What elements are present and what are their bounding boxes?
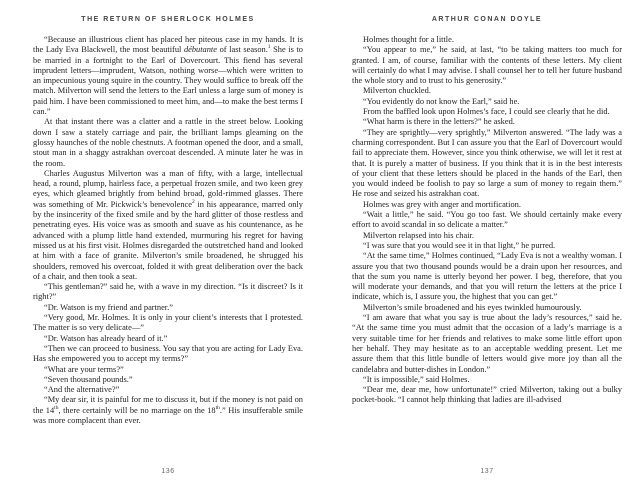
paragraph: “Because an illustrious client has placed her piteous case in my hands. It is the Lady Eva Blackwell, the most beautiful débutante of last season.$^1$ She is to be married in a fortnight to the Earl of Dovercourt. This fiend has several imprudent letters—imprudent, Watson, nothing worse—which were written to an impecunious young squire in the country. They would suffice to break off the match. Milverton will send the letters to the Earl unless a large sum of money is paid him. I have been commissioned to meet him, and—to make the best terms I can.” [33,35,303,117]
left-text-block [33,35,303,463]
paragraph: “You appear to me,” he said, at last, “to be taking matters too much for granted. I am, of course, familiar with the contents of these letters. My client will certainly do what I may advise. I shall counsel her to tell her future husband the whole story and to trust to his generosity.” [352,45,622,86]
right-text-block [352,35,622,463]
paragraph: “It is impossible,” said Holmes. [363,374,470,384]
paragraph: “You evidently do not know the Earl,” said he. [363,96,520,106]
right-page [352,16,622,475]
paragraph: “Dr. Watson has already heard of it.” [44,333,168,343]
paragraph: “I was sure that you would see it in that light,” he purred. [363,240,556,250]
paragraph: “And the alternative?” [44,385,120,395]
paragraph: “Dr. Watson is my friend and partner.” [44,302,173,312]
paragraph: “This gentleman?” said he, with a wave in my direction. “Is it discreet? Is it right?” [33,282,303,302]
paragraph: Milverton chuckled. [363,86,431,96]
paragraph: “Seven thousand pounds.” [44,374,133,384]
paragraph: “Dear me, dear me, how unfortunate!” cried Milverton, taking out a bulky pocket-book. “I cannot help thinking that ladies are ill-advised [352,385,622,405]
paragraph: “What harm is there in the letters?” he asked. [363,117,515,127]
paragraph: “At the same time,” Holmes continued, “Lady Eva is not a wealthy woman. I assure you that two thousand pounds would be a drain upon her resources, and that the sum you name is utterly beyond her power. I beg, therefore, that you will moderate your demands, and that you will return the letters at the price I indicate, which is, I assure you, the highest that you can get.” [352,251,622,302]
paragraph: At that instant there was a clatter and a rattle in the street below. Looking down I saw a stately carriage and pair, the brilliant lamps gleaming on the glossy haunches of the noble chestnuts. A footman opened the door, and a small, stout man in a shaggy astrakhan overcoat descended. A minute later he was in the room. [33,117,303,168]
paragraph: “Very good, Mr. Holmes. It is only in your client’s interests that I protested. The matter is so very delicate—” [33,313,303,333]
paragraph: “My dear sir, it is painful for me to discuss it, but if the money is not paid on the 14th, there certainly will be no marriage on the 18th.” His insufferable smile was more complacent than ever. [33,395,303,425]
paragraph: Holmes thought for a little. [363,35,454,44]
paragraph: “Then we can proceed to business. You say that you are acting for Lady Eva. Has she empowered you to accept my terms?” [33,343,303,364]
paragraph: “What are your terms?” [44,364,124,374]
paragraph: Milverton’s smile broadened and his eyes twinkled humourously. [363,302,582,312]
left-running-head: THE RETURN OF SHERLOCK HOLMES [81,16,255,23]
paragraph: Milverton relapsed into his chair. [363,230,474,240]
paragraph: “They are sprightly—very sprightly,” Milverton answered. “The lady was a charming correspondent. But I can assure you that the Earl of Dovercourt would fail to appreciate them. However, since you think otherwise, we will let it rest at that. It is purely a matter of business. If you think that it is in the best interests of your client that these letters should be placed in the hands of the Earl, then you would indeed be foolish to pay so large a sum of money to regain them.” He rose and seized his astrakhan coat. [352,127,622,199]
left-page [33,16,303,475]
left-page-number: 136 [161,468,175,475]
paragraph: Holmes was grey with anger and mortification. [363,199,521,209]
paragraph: “Wait a little,” he said. “You go too fast. We should certainly make every effort to avoid scandal in so delicate a matter.” [352,210,622,230]
right-running-head: ARTHUR CONAN DOYLE [431,16,543,23]
paragraph: From the baffled look upon Holmes’s face, I could see clearly that he did. [363,107,610,117]
paragraph: “I am aware that what you say is true about the lady’s resources,” said he. “At the same time you must admit that the occasion of a lady’s marriage is a very suitable time for her friends and relatives to make some little effort upon her behalf. They may hesitate as to an acceptable wedding present. Let me assure them that this little bundle of letters would give more joy than all the candelabra and butter-dishes in London.” [352,313,622,374]
right-page-number: 137 [480,468,494,475]
paragraph: Charles Augustus Milverton was a man of fifty, with a large, intellectual head, a round, plump, hairless face, a perpetual frozen smile, and two keen grey eyes, which gleamed brightly from behind broad, gold-rimmed glasses. There was something of Mr. Pickwick’s benevolence$^2$ in his appearance, marred only by the insincerity of the fixed smile and by the hard glitter of those restless and penetrating eyes. His voice was as smooth and suave as his countenance, as he advanced with a plump little hand extended, murmuring his regret for having missed us at his first visit. Holmes disregarded the outstretched hand and looked at him with a face of granite. Milverton’s smile broadened, he shrugged his shoulders, removed his overcoat, folded it with great deliberation over the back of a chair, and then took a seat. [33,168,303,281]
